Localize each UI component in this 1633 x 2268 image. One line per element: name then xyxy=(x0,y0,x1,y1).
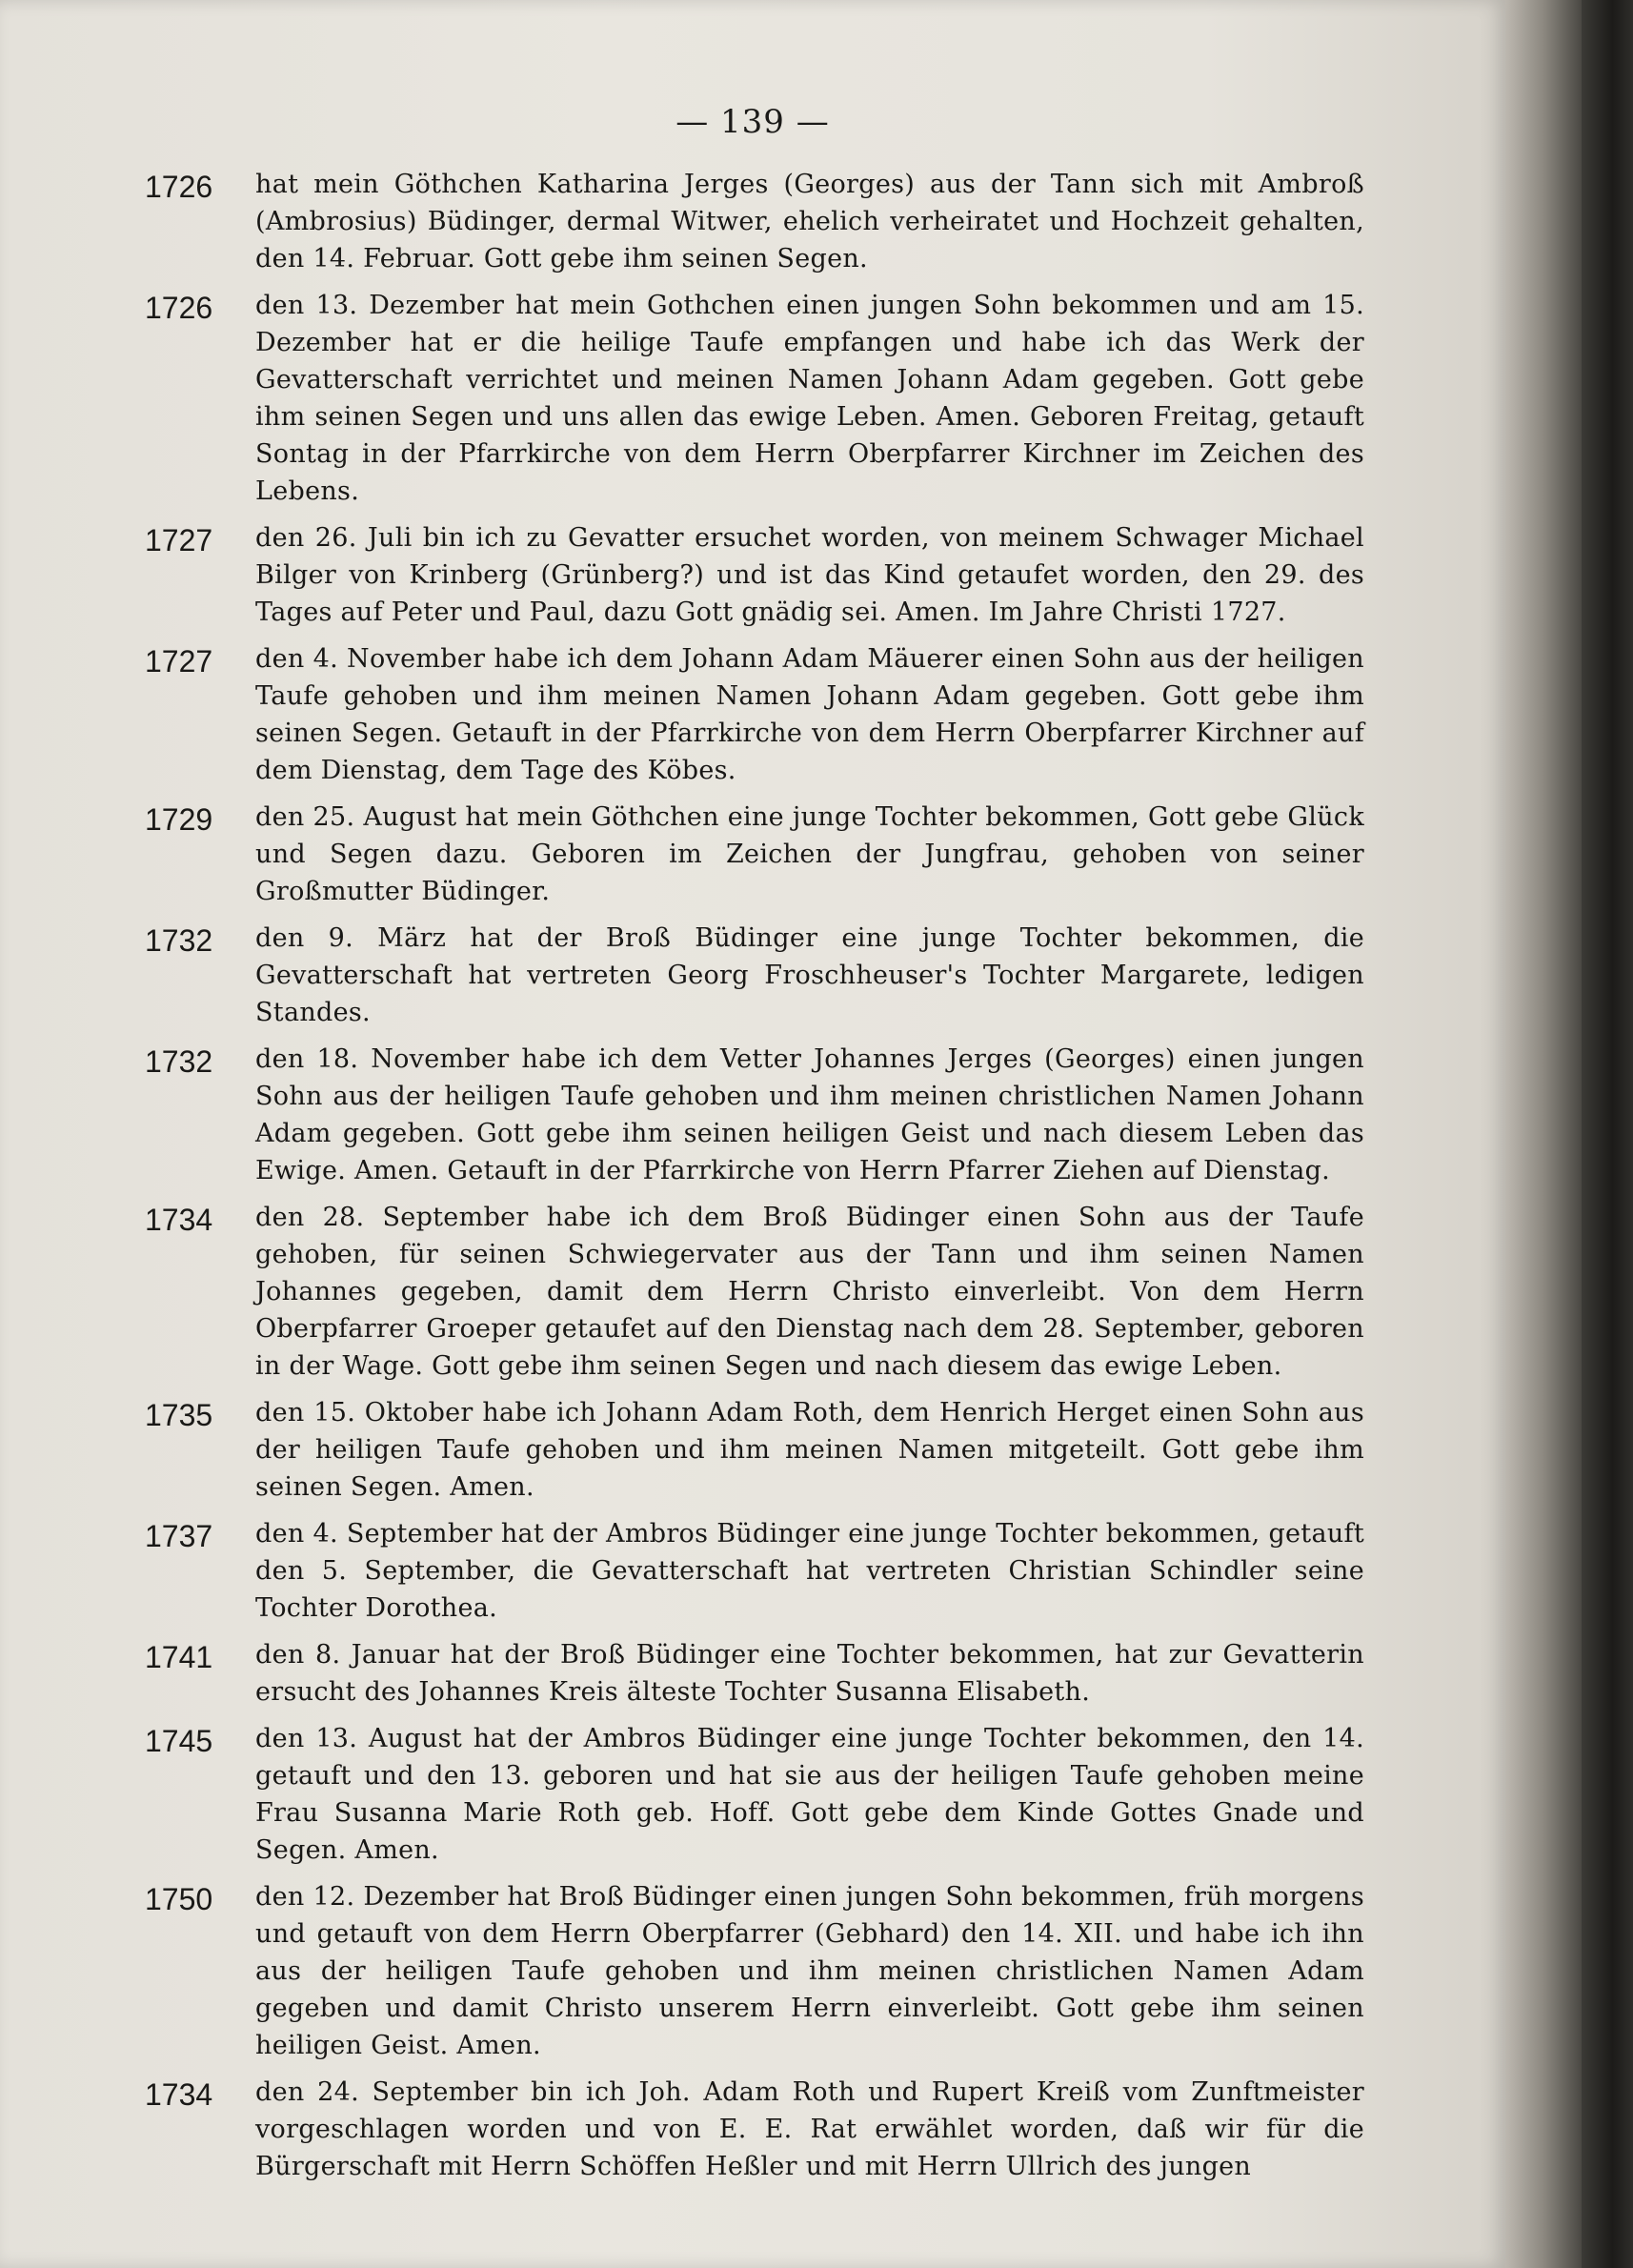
chronicle-entries xyxy=(145,166,1364,2195)
entry-text: den 18. November habe ich dem Vetter Johannes Jerges (Georges) einen jungen Sohn aus der heiligen Taufe gehoben und ihm meinen christlichen Namen Johann Adam gegeben. Gott gebe ihm seinen heiligen Geist und nach diesem Leben das Ewige. Amen. Getauft in der Pfarrkirche von Herrn Pfarrer Ziehen auf Dienstag. xyxy=(255,1044,1364,1185)
entry-year: 1732 xyxy=(145,1044,213,1079)
entry xyxy=(145,519,1364,631)
entry-year: 1726 xyxy=(145,170,213,204)
entry xyxy=(145,1515,1364,1627)
entry xyxy=(145,640,1364,789)
entry-year: 1729 xyxy=(145,802,213,837)
entry-text: den 26. Juli bin ich zu Gevatter ersuchet worden, von meinem Schwager Michael Bilger von Krinberg (Grünberg?) und ist das Kind getaufet worden, den 29. des Tages auf Peter und Paul, dazu Gott gnädig sei. Amen. Im Jahre Christi 1727. xyxy=(255,523,1364,627)
entry xyxy=(145,166,1364,277)
entry-text: den 4. November habe ich dem Johann Adam Mäuerer einen Sohn aus der heiligen Taufe gehoben und ihm meinen Namen Johann Adam gegeben. Gott gebe ihm seinen Segen. Getauft in der Pfarrkirche von dem Herrn Oberpfarrer Kirchner auf dem Dienstag, dem Tage des Köbes. xyxy=(255,644,1364,785)
entry-text: den 8. Januar hat der Broß Büdinger eine Tochter bekommen, hat zur Gevatterin ersucht des Johannes Kreis älteste Tochter Susanna Elisabeth. xyxy=(255,1640,1364,1707)
entry xyxy=(145,1636,1364,1711)
entry-text: den 25. August hat mein Göthchen eine junge Tochter bekommen, Gott gebe Glück und Segen dazu. Geboren im Zeichen der Jungfrau, gehoben von seiner Großmutter Büdinger. xyxy=(255,802,1364,906)
entry-text: den 13. Dezember hat mein Gothchen einen jungen Sohn bekommen und am 15. Dezember hat er die heilige Taufe empfangen und habe ich das Werk der Gevatterschaft verrichtet und meinen Namen Johann Adam gegeben. Gott gebe ihm seinen Segen und uns allen das ewige Leben. Amen. Geboren Freitag, getauft Sontag in der Pfarrkirche von dem Herrn Oberpfarrer Kirchner im Zeichen des Lebens. xyxy=(255,291,1364,506)
entry-year: 1732 xyxy=(145,923,213,958)
entry-year: 1737 xyxy=(145,1519,213,1553)
entry-text: den 28. September habe ich dem Broß Büdinger einen Sohn aus der Taufe gehoben, für seinen Schwiegervater aus der Tann und ihm seinen Namen Johannes gegeben, damit dem Herrn Christo einverleibt. Von dem Herrn Oberpfarrer Groeper getaufet auf den Dienstag nach dem 28. September, geboren in der Wage. Gott gebe ihm seinen Segen und nach diesem das ewige Leben. xyxy=(255,1203,1364,1381)
entry-year: 1734 xyxy=(145,1203,213,1237)
entry-text: den 4. September hat der Ambros Büdinger eine junge Tochter bekommen, getauft den 5. September, die Gevatterschaft hat vertreten Christian Schindler seine Tochter Dorothea. xyxy=(255,1519,1364,1623)
entry-text: den 9. März hat der Broß Büdinger eine junge Tochter bekommen, die Gevatterschaft hat vertreten Georg Froschheuser's Tochter Margarete, ledigen Standes. xyxy=(255,923,1364,1027)
entry xyxy=(145,287,1364,510)
entry xyxy=(145,2074,1364,2185)
entry-year: 1735 xyxy=(145,1398,213,1432)
entry xyxy=(145,1041,1364,1189)
entry-year: 1745 xyxy=(145,1724,213,1758)
entry-text: den 12. Dezember hat Broß Büdinger einen jungen Sohn bekommen, früh morgens und getauft von dem Herrn Oberpfarrer (Gebhard) den 14. XII. und habe ich ihn aus der heiligen Taufe gehoben und ihm meinen christlichen Namen Adam gegeben und damit Christo unserem Herrn einverleibt. Gott gebe ihm seinen heiligen Geist. Amen. xyxy=(255,1882,1364,2060)
entry-text: hat mein Göthchen Katharina Jerges (Georges) aus der Tann sich mit Ambroß (Ambrosius) Büdinger, dermal Witwer, ehelich verheiratet und Hochzeit gehalten, den 14. Februar. Gott gebe ihm seinen Segen. xyxy=(255,170,1364,273)
entry xyxy=(145,1878,1364,2064)
entry xyxy=(145,799,1364,910)
entry-year: 1734 xyxy=(145,2077,213,2112)
entry-year: 1741 xyxy=(145,1640,213,1674)
entry xyxy=(145,1720,1364,1869)
entry-year: 1727 xyxy=(145,644,213,678)
entry-text: den 15. Oktober habe ich Johann Adam Roth, dem Henrich Herget einen Sohn aus der heiligen Taufe gehoben und ihm meinen Namen mitgeteilt. Gott gebe ihm seinen Segen. Amen. xyxy=(255,1398,1364,1502)
entry-year: 1726 xyxy=(145,291,213,325)
entry-text: den 13. August hat der Ambros Büdinger eine junge Tochter bekommen, den 14. getauft und den 13. geboren und hat sie aus der heiligen Taufe gehoben meine Frau Susanna Marie Roth geb. Hoff. Gott gebe dem Kinde Gottes Gnade und Segen. Amen. xyxy=(255,1724,1364,1865)
page-number: — 139 — xyxy=(675,103,830,141)
entry xyxy=(145,1199,1364,1385)
page-edge xyxy=(1505,0,1582,2268)
entry-year: 1727 xyxy=(145,523,213,557)
entry-text: den 24. September bin ich Joh. Adam Roth und Rupert Kreiß vom Zunftmeister vorgeschlagen worden und von E. E. Rat erwählet worden, daß wir für die Bürgerschaft mit Herrn Schöffen Heßler und mit Herrn Ullrich des jungen xyxy=(255,2077,1364,2181)
entry-year: 1750 xyxy=(145,1882,213,1916)
entry xyxy=(145,1394,1364,1506)
entry xyxy=(145,920,1364,1031)
book-binding xyxy=(1582,0,1633,2268)
